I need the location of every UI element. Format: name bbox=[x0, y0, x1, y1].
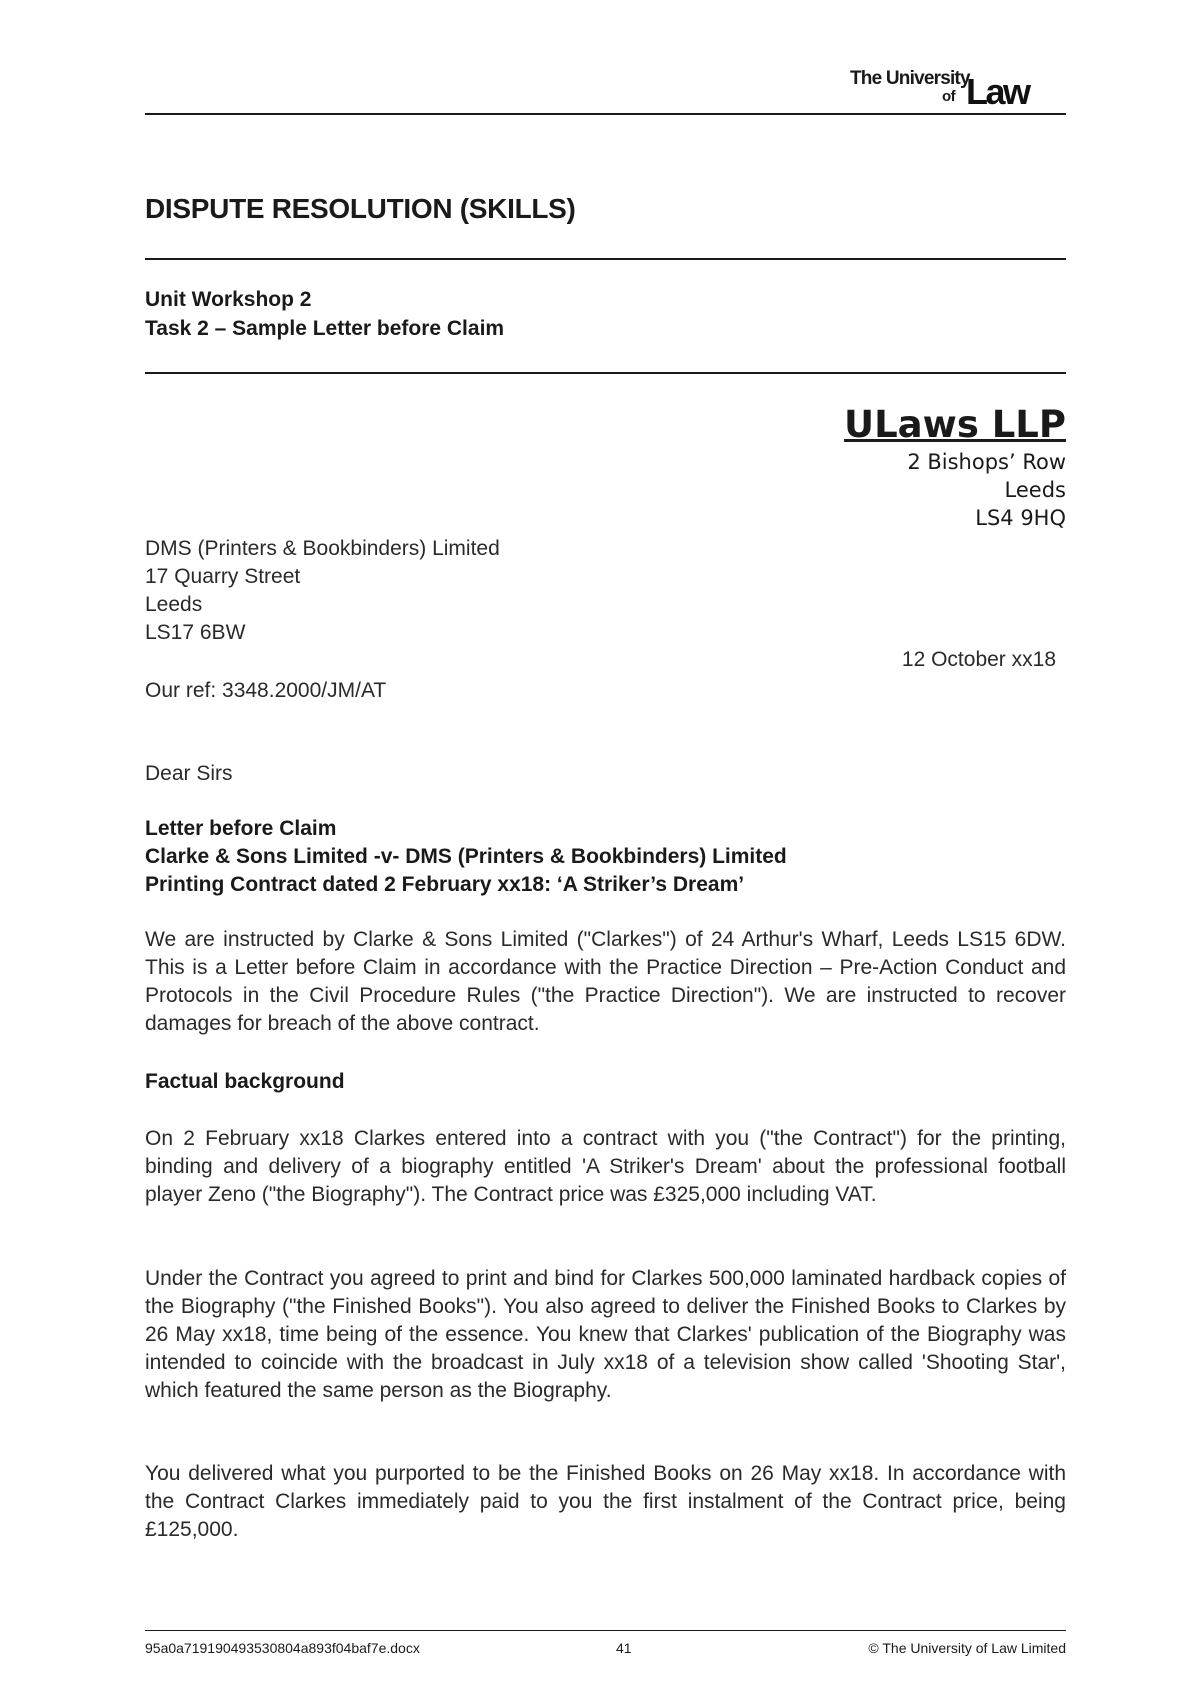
letter-heading: Clarke & Sons Limited -v- DMS (Printers & Bookbinders) Limited bbox=[145, 845, 787, 868]
footer-rule bbox=[145, 1630, 1066, 1631]
recipient-address-line: 17 Quarry Street bbox=[145, 565, 301, 588]
firm-letterhead bbox=[666, 402, 1066, 532]
letter-date: 12 October xx18 bbox=[901, 648, 1056, 671]
university-logo bbox=[850, 64, 1060, 112]
recipient-address-line: DMS (Printers & Bookbinders) Limited bbox=[145, 537, 500, 560]
body-paragraph: Under the Contract you agreed to print and bind for Clarkes 500,000 laminated hardback copies of the Biography ("the Finished Books"). You also agreed to deliver the Finished Books to Clarkes by 26 May xx18, time being of the essence. You knew that Clarkes' publication of the Biography was intended to coincide with the broadcast in July xx18 of a television show called 'Shooting Star', which featured the same person as the Biography. bbox=[145, 1267, 1066, 1402]
letter-heading: Letter before Claim bbox=[145, 817, 337, 840]
document-title: DISPUTE RESOLUTION (SKILLS) bbox=[145, 193, 576, 224]
unit-heading: Unit Workshop 2 bbox=[145, 288, 312, 311]
body-paragraph: You delivered what you purported to be the Finished Books on 26 May xx18. In accordance with the Contract Clarkes immediately paid to you the first instalment of the Contract price, being £125,000. bbox=[145, 1462, 1066, 1541]
footer-page-number: 41 bbox=[616, 1640, 632, 1656]
firm-name: ULaws LLP bbox=[844, 403, 1066, 446]
our-reference: Our ref: 3348.2000/JM/AT bbox=[145, 679, 387, 702]
title-rule bbox=[145, 258, 1066, 260]
letter-subject-headings bbox=[145, 815, 787, 899]
recipient-address-line: Leeds bbox=[145, 593, 203, 616]
header-rule bbox=[145, 113, 1066, 115]
page-footer bbox=[145, 1640, 1066, 1658]
logo-line-2: of bbox=[942, 88, 956, 105]
intro-paragraph: We are instructed by Clarke & Sons Limited ("Clarkes") of 24 Arthur's Wharf, Leeds LS15 6DW. This is a Letter before Claim in accordance with the Practice Direction – Pre-Action Conduct and Protocols in the Civil Procedure Rules ("the Practice Direction"). We are instructed to recover damages for breach of the above contract. bbox=[145, 928, 1066, 1035]
recipient-address bbox=[145, 535, 500, 647]
footer-filename: 95a0a719190493530804a893f04baf7e.docx bbox=[145, 1640, 420, 1656]
logo-line-3: Law bbox=[966, 71, 1029, 112]
section-heading: Factual background bbox=[145, 1070, 345, 1093]
firm-address-line: Leeds bbox=[1004, 478, 1066, 502]
footer-copyright: © The University of Law Limited bbox=[868, 1640, 1066, 1656]
logo-line-1: The University bbox=[850, 68, 970, 89]
task-heading: Task 2 – Sample Letter before Claim bbox=[145, 317, 505, 340]
firm-address-line: LS4 9HQ bbox=[975, 506, 1066, 530]
salutation: Dear Sirs bbox=[145, 762, 233, 785]
body-paragraph: On 2 February xx18 Clarkes entered into a contract with you ("the Contract") for the printing, binding and delivery of a biography entitled 'A Striker's Dream' about the professional football player Zeno ("the Biography"). The Contract price was £325,000 including VAT. bbox=[145, 1127, 1066, 1206]
letter-heading: Printing Contract dated 2 February xx18: ‘A Striker’s Dream’ bbox=[145, 873, 745, 896]
subheading-rule bbox=[145, 372, 1066, 374]
firm-address-line: 2 Bishops’ Row bbox=[907, 450, 1066, 474]
recipient-address-line: LS17 6BW bbox=[145, 621, 246, 644]
